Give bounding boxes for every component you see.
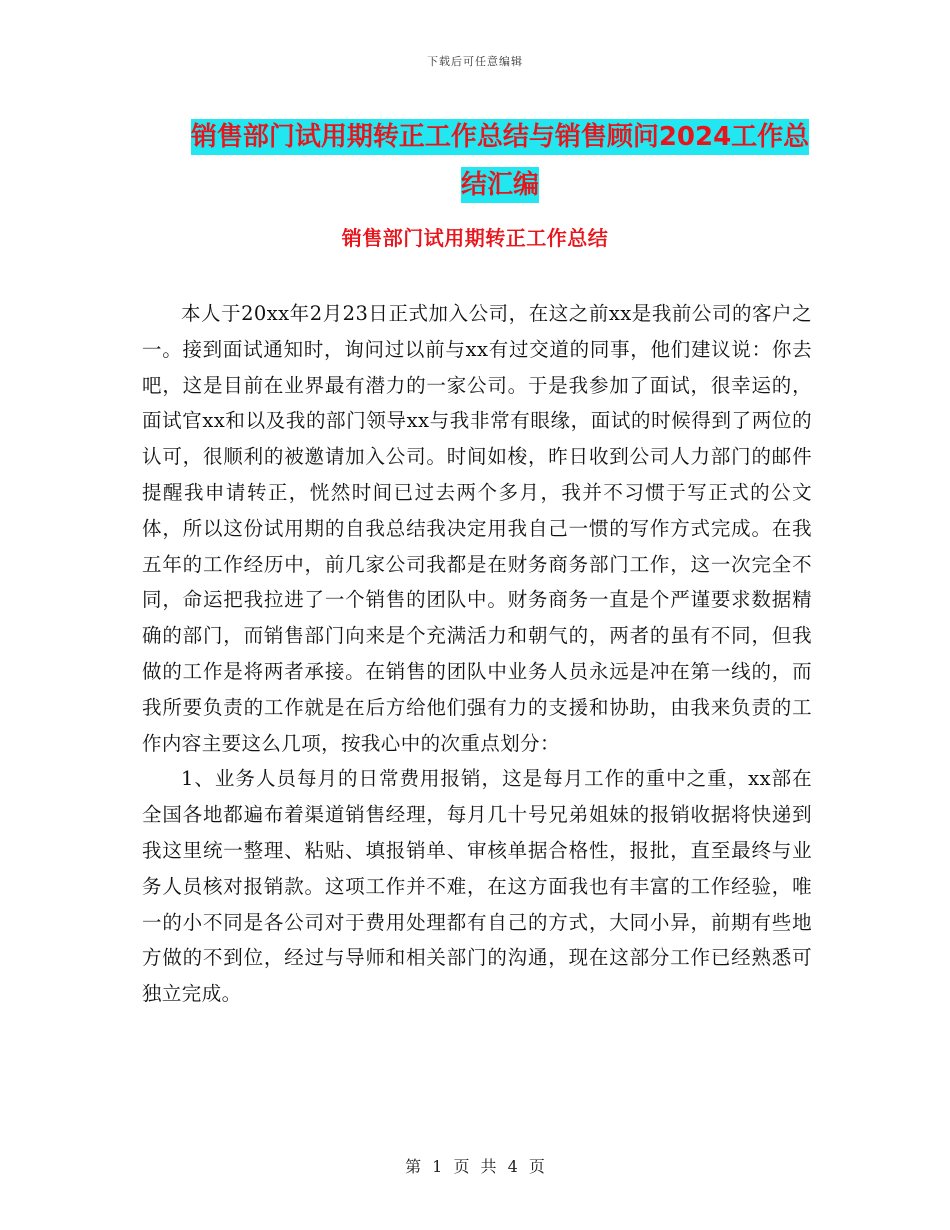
header-note: 下载后可任意编辑 bbox=[427, 55, 523, 68]
document-title-line2: 结汇编 bbox=[461, 167, 539, 203]
document-body bbox=[142, 296, 812, 1012]
page-number-footer: 第 1 页 共 4 页 bbox=[405, 1157, 545, 1176]
document-title-line1: 销售部门试用期转正工作总结与销售顾问2024工作总 bbox=[191, 119, 809, 155]
document-title bbox=[130, 113, 870, 209]
paragraph-intro: 本人于20xx年2月23日正式加入公司，在这之前xx是我前公司的客户之一。接到面试通知时，询问过以前与xx有过交道的同事，他们建议说：你去吧，这是目前在业界最有潜力的一家公司。于是我参加了面试，很幸运的，面试官xx和以及我的部门领导xx与我非常有眼缘，面试的时候得到了两位的认可，很顺利的被邀请加入公司。时间如梭，昨日收到公司人力部门的邮件提醒我申请转正，恍然时间已过去两个多月，我并不习惯于写正式的公文体，所以这份试用期的自我总结我决定用我自己一惯的写作方式完成。在我五年的工作经历中，前几家公司我都是在财务商务部门工作，这一次完全不同，命运把我拉进了一个销售的团队中。财务商务一直是个严谨要求数据精确的部门，而销售部门向来是个充满活力和朝气的，两者的虽有不同，但我做的工作是将两者承接。在销售的团队中业务人员永远是冲在第一线的，而我所要负责的工作就是在后方给他们强有力的支援和协助，由我来负责的工作内容主要这么几项，按我心中的次重点划分： bbox=[142, 302, 812, 755]
section-title: 销售部门试用期转正工作总结 bbox=[341, 226, 609, 250]
paragraph-item-1: 1、业务人员每月的日常费用报销，这是每月工作的重中之重，xx部在全国各地都遍布着渠道销售经理，每月几十号兄弟姐妹的报销收据将快递到我这里统一整理、粘贴、填报销单、审核单据合格性，报批，直至最终与业务人员核对报销款。这项工作并不难，在这方面我也有丰富的工作经验，唯一的小不同是各公司对于费用处理都有自己的方式，大同小异，前期有些地方做的不到位，经过与导师和相关部门的沟通，现在这部分工作已经熟悉可独立完成。 bbox=[142, 767, 812, 1006]
